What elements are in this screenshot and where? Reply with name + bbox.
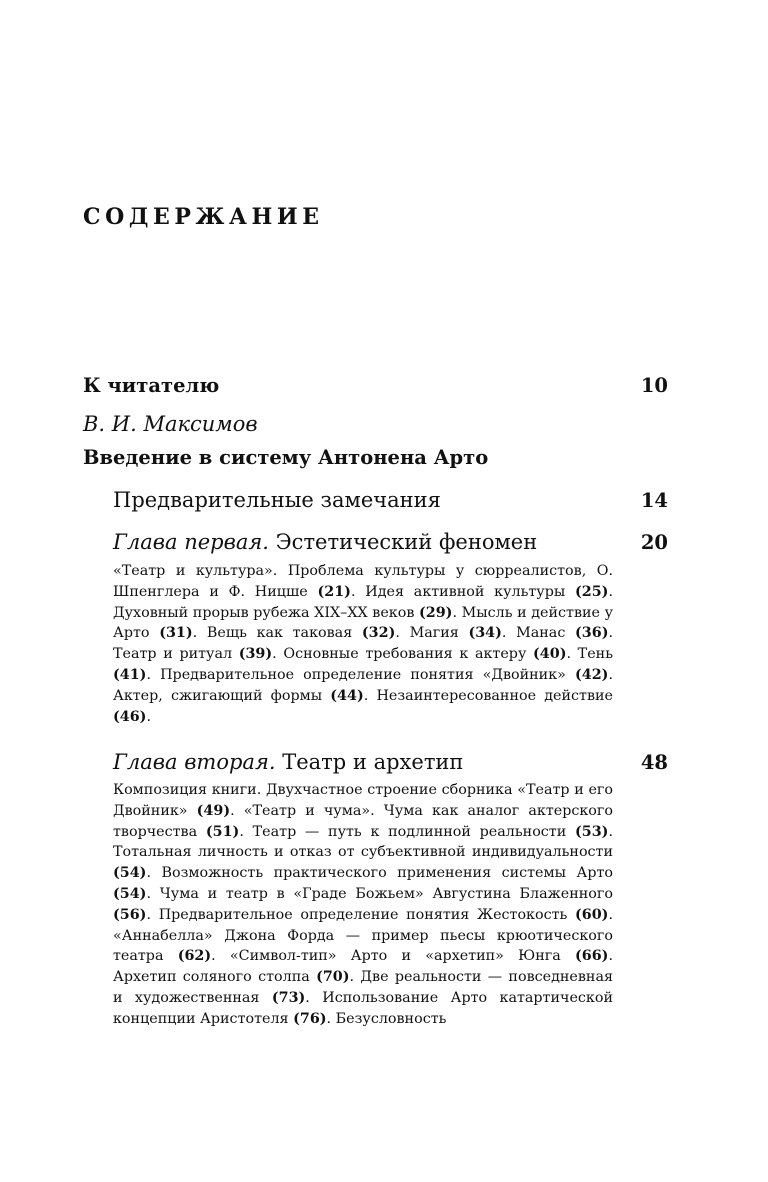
toc-entry-chapter-1[interactable]: [113, 530, 668, 554]
toc-entry-to-reader[interactable]: [83, 374, 668, 397]
summary-text: . Возможность практического применения системы Арто: [146, 865, 613, 882]
chapter-title: Театр и архетип: [275, 750, 464, 774]
page-title: СОДЕРЖАНИЕ: [83, 204, 324, 230]
toc-entry-page: 20: [640, 531, 668, 554]
summary-text: . Актер, сжигающий формы: [113, 666, 613, 704]
page-ref: (39): [238, 646, 273, 663]
page-ref: (66): [575, 948, 609, 965]
summary-text: . Использование Арто катартической концепции Аристотеля: [113, 989, 613, 1027]
summary-text: . Магия: [395, 625, 469, 642]
summary-text: . Манас: [501, 625, 576, 642]
page-ref: (41): [113, 666, 147, 683]
page-ref: (60): [575, 906, 609, 923]
chapter-1-summary: [113, 561, 613, 727]
page-ref: (29): [419, 604, 453, 621]
page-ref: (49): [196, 802, 231, 819]
summary-text: . Театр и ритуал: [113, 625, 614, 663]
summary-text: .: [146, 708, 151, 725]
page-ref: (32): [361, 625, 396, 642]
page-ref: (54): [113, 865, 147, 882]
page-ref: (54): [113, 885, 147, 902]
chapter-2-summary: [113, 780, 613, 1030]
toc-entry-prelim[interactable]: [113, 488, 668, 512]
page-ref: (31): [159, 625, 193, 642]
page-ref: (25): [575, 583, 609, 600]
page-ref: (44): [330, 687, 364, 704]
page-ref: (42): [575, 666, 609, 683]
page-ref: (34): [468, 625, 502, 642]
toc-entry-page: 48: [640, 751, 668, 774]
chapter-label: Глава вторая.: [113, 750, 276, 774]
summary-text: . Тень: [566, 646, 613, 663]
summary-text: . Вещь как таковая: [192, 625, 362, 642]
summary-text: . Театр — путь к подлинной реальности: [239, 823, 576, 840]
summary-text: . Духовный прорыв рубежа XIX–XX веков: [113, 583, 613, 621]
summary-text: . «Театр и чума». Чума как аналог актерского творчества: [113, 802, 614, 840]
page-ref: (51): [205, 823, 240, 840]
summary-text: . Основные требования к актеру: [272, 646, 534, 663]
summary-text: . Предварительное определение понятия «Двойник»: [146, 666, 576, 683]
summary-text: . Две реальности — повседневная и художественная: [113, 969, 613, 1006]
summary-text: . Мысль и действие у Арто: [113, 604, 613, 642]
page-ref: (62): [177, 948, 212, 965]
toc-entry-page: 10: [640, 374, 668, 397]
summary-text: . «Символ-тип» Арто и «архетип» Юнга: [211, 948, 576, 965]
page-ref: (21): [317, 583, 351, 600]
toc-entry-chapter-2[interactable]: [113, 750, 668, 774]
summary-text: . Архетип соляного столпа: [113, 948, 613, 986]
page-ref: (70): [316, 969, 350, 986]
chapter-title: Эстетический феномен: [268, 530, 538, 554]
summary-text: «Театр и культура». Проблема культуры у сюрреалистов, О. Шпенглера и Ф. Ницше: [113, 563, 613, 600]
toc-entry-title: [113, 750, 463, 774]
toc-entry-title: К читателю: [83, 374, 220, 397]
page-ref: (56): [113, 906, 147, 923]
chapter-label: Глава первая.: [113, 530, 269, 554]
summary-text: . Предварительное определение понятия Жестокость: [146, 906, 576, 923]
page-ref: (76): [293, 1010, 327, 1027]
toc-entry-title: Предварительные замечания: [113, 488, 441, 512]
summary-text: . Тотальная личность и отказ от субъективной индивидуальности: [113, 823, 613, 861]
summary-text: . Безусловность: [326, 1010, 447, 1027]
author-name: В. И. Максимов: [83, 412, 258, 436]
page-ref: (36): [575, 625, 609, 642]
page-ref: (46): [113, 708, 147, 725]
page-ref: (73): [271, 989, 306, 1006]
page-ref: (53): [575, 823, 609, 840]
section-title: Введение в систему Антонена Арто: [83, 446, 489, 469]
toc-entry-page: 14: [640, 489, 668, 512]
summary-text: Композиция книги. Двухчастное строение сборника «Театр и его Двойник»: [113, 782, 613, 819]
summary-text: . «Аннабелла» Джона Форда — пример пьесы крюотического театра: [113, 906, 613, 965]
toc-entry-title: [113, 530, 537, 554]
summary-text: . Незаинтересованное действие: [363, 687, 613, 704]
summary-text: . Идея активной культуры: [350, 583, 576, 600]
page-ref: (40): [533, 646, 567, 663]
summary-text: . Чума и театр в «Граде Божьем» Августина Блаженного: [146, 885, 613, 902]
